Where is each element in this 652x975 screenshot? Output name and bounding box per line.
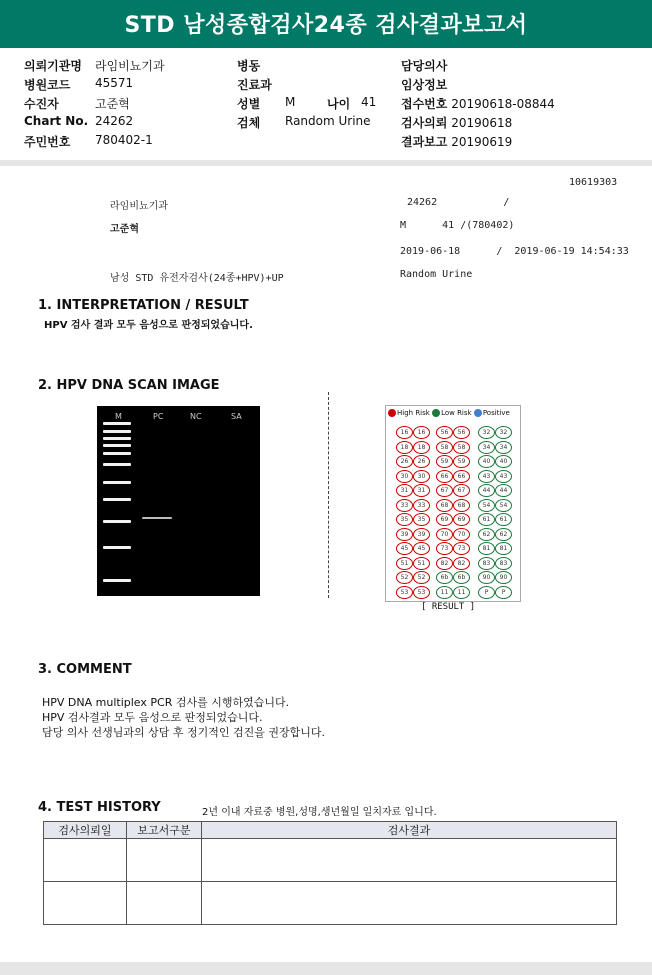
hpv-type-cell: P <box>478 586 495 599</box>
hpv-type-cell: 18 <box>396 441 413 454</box>
section-scan-image-title: 2. HPV DNA SCAN IMAGE <box>38 378 220 393</box>
hpv-type-cell: 56 <box>436 426 453 439</box>
lane-label-pc: PC <box>153 412 164 421</box>
ladder-band <box>103 437 131 440</box>
hpv-type-cell: 11 <box>453 586 470 599</box>
hpv-type-cell: 54 <box>495 499 512 512</box>
table-row <box>44 882 617 925</box>
image-divider <box>328 392 329 598</box>
hpv-type-cell: 73 <box>436 542 453 555</box>
hospital-label: 의뢰기관명 <box>24 59 82 73</box>
hpv-type-cell: 83 <box>478 557 495 570</box>
hpv-type-cell: 83 <box>495 557 512 570</box>
hpv-type-cell: 70 <box>436 528 453 541</box>
dept-label: 진료과 <box>237 78 272 92</box>
hpv-type-cell: 18 <box>413 441 430 454</box>
sex-value: M <box>285 95 296 109</box>
patient-value: 고준혁 <box>95 97 130 111</box>
hpv-type-cell: 11 <box>436 586 453 599</box>
chart-no-label: Chart No. <box>24 114 89 128</box>
doctor-label: 담당의사 <box>401 59 448 73</box>
chart-no-value: 24262 <box>95 114 134 128</box>
age-value: 41 <box>361 95 377 109</box>
ladder-band <box>103 463 131 466</box>
resident-no-label: 주민번호 <box>24 135 71 149</box>
hpv-type-cell: 81 <box>478 542 495 555</box>
ladder-band <box>103 520 131 523</box>
hpv-type-cell: 62 <box>495 528 512 541</box>
hpv-type-cell: 39 <box>413 528 430 541</box>
specimen-value: Random Urine <box>285 114 371 128</box>
hpv-type-cell: 30 <box>413 470 430 483</box>
report-title: STD 남성종합검사24종 검사결과보고서 <box>0 0 652 48</box>
hpv-type-cell: 44 <box>495 484 512 497</box>
hpv-type-cell: 31 <box>396 484 413 497</box>
detail-patient: 고준혁 <box>110 224 139 235</box>
comment-line: 담당 의사 선생님과의 상담 후 정기적인 검진을 권장합니다. <box>42 726 325 739</box>
hpv-type-cell: 53 <box>396 586 413 599</box>
hpv-type-cell: 53 <box>413 586 430 599</box>
hpv-type-cell: 67 <box>453 484 470 497</box>
ladder-band <box>103 422 131 425</box>
hpv-type-cell: 51 <box>413 557 430 570</box>
hpv-type-cell: 16 <box>413 426 430 439</box>
hpv-type-cell: 66 <box>436 470 453 483</box>
hospital-value: 라임비뇨기과 <box>95 59 165 73</box>
patient-label: 수진자 <box>24 97 59 111</box>
col-report-type: 보고서구분 <box>127 822 202 839</box>
hpv-type-cell: 61 <box>478 513 495 526</box>
header-col3 <box>401 57 555 152</box>
hpv-type-cell: 62 <box>478 528 495 541</box>
hpv-type-cell: 52 <box>396 571 413 584</box>
hpv-type-cell: 82 <box>436 557 453 570</box>
detail-dates: 2019-06-18 / 2019-06-19 14:54:33 <box>400 246 629 257</box>
header-col1-values <box>95 57 165 152</box>
report-date-value: 20190619 <box>451 135 513 149</box>
test-history-note: 2년 이내 자료중 병원,성명,생년월일 일치자료 입니다. <box>202 807 437 818</box>
hpv-type-cell: 69 <box>453 513 470 526</box>
hpv-type-cell: 40 <box>478 455 495 468</box>
resident-no-value: 780402-1 <box>95 133 153 147</box>
age-label: 나이 <box>327 97 351 111</box>
header-separator <box>0 160 652 166</box>
hpv-type-cell: 6b <box>453 571 470 584</box>
specimen-label: 검체 <box>237 116 261 130</box>
hpv-type-cell: 26 <box>396 455 413 468</box>
clinical-info-label: 임상정보 <box>401 78 448 92</box>
hpv-type-cell: 26 <box>413 455 430 468</box>
risk-legend <box>388 409 510 417</box>
hpv-type-cell: 56 <box>453 426 470 439</box>
lane-label-nc: NC <box>190 412 202 421</box>
result-caption: [ RESULT ] <box>421 602 476 612</box>
col-test-result: 검사결과 <box>202 822 617 839</box>
hpv-type-cell: 52 <box>413 571 430 584</box>
ladder-band <box>103 481 131 484</box>
hpv-type-cell: 35 <box>396 513 413 526</box>
hpv-type-cell: 32 <box>495 426 512 439</box>
detail-sex-age: M 41 /(780402) <box>400 220 515 231</box>
positive-dot <box>474 409 482 417</box>
ladder-band <box>103 546 131 549</box>
hpv-type-cell: 82 <box>453 557 470 570</box>
hpv-type-cell: 34 <box>478 441 495 454</box>
hpv-type-cell: 54 <box>478 499 495 512</box>
lane-label-m: M <box>115 412 122 421</box>
table-row <box>44 839 617 882</box>
hpv-type-cell: 66 <box>453 470 470 483</box>
request-date-value: 20190618 <box>451 116 513 130</box>
hpv-type-cell: 90 <box>478 571 495 584</box>
legend-high-risk: High Risk <box>397 409 430 417</box>
section-test-history-title: 4. TEST HISTORY <box>38 800 161 815</box>
low-risk-dot <box>432 409 440 417</box>
section-interpretation-title: 1. INTERPRETATION / RESULT <box>38 298 249 313</box>
comment-line: HPV 검사결과 모두 음성으로 판정되었습니다. <box>42 711 263 724</box>
hpv-type-cell: 35 <box>413 513 430 526</box>
hpv-type-cell: 67 <box>436 484 453 497</box>
hpv-type-cell: 40 <box>495 455 512 468</box>
hpv-type-cell: 73 <box>453 542 470 555</box>
receipt-no-value: 20190618-08844 <box>451 97 555 111</box>
hpv-type-cell: 61 <box>495 513 512 526</box>
hpv-type-cell: 30 <box>396 470 413 483</box>
detail-test-name: 남성 STD 유전자검사(24종+HPV)+UP <box>110 273 284 284</box>
hpv-type-cell: 58 <box>436 441 453 454</box>
gel-image <box>97 406 260 596</box>
sex-label: 성별 <box>237 97 261 111</box>
hpv-type-cell: 43 <box>495 470 512 483</box>
legend-low-risk: Low Risk <box>441 409 472 417</box>
hpv-type-cell: 45 <box>396 542 413 555</box>
ward-label: 병동 <box>237 59 261 73</box>
ladder-band <box>103 579 131 582</box>
detail-chart: 24262 / <box>407 197 510 208</box>
hpv-type-cell: 68 <box>436 499 453 512</box>
hpv-type-cell: 44 <box>478 484 495 497</box>
hpv-type-cell: 16 <box>396 426 413 439</box>
col-request-date: 검사의뢰일 <box>44 822 127 839</box>
ladder-band <box>103 452 131 455</box>
legend-positive: Positive <box>482 409 510 417</box>
hpv-type-cell: 68 <box>453 499 470 512</box>
test-history-table <box>43 821 617 925</box>
pc-band <box>142 517 172 519</box>
hpv-type-cell: 81 <box>495 542 512 555</box>
request-date-label: 검사의뢰 <box>401 116 448 130</box>
hpv-type-cell: 58 <box>453 441 470 454</box>
hpv-type-cell: 70 <box>453 528 470 541</box>
section-comment-title: 3. COMMENT <box>38 662 132 677</box>
hpv-type-cell: 39 <box>396 528 413 541</box>
hpv-result-panel <box>385 405 521 602</box>
hospital-code-label: 병원코드 <box>24 78 71 92</box>
hpv-type-cell: 45 <box>413 542 430 555</box>
hpv-type-cell: 34 <box>495 441 512 454</box>
interpretation-text: HPV 검사 결과 모두 음성으로 판정되었습니다. <box>44 320 253 331</box>
hpv-type-cell: 51 <box>396 557 413 570</box>
ladder-band <box>103 430 131 433</box>
lane-label-sa: SA <box>231 412 242 421</box>
hpv-type-cell: P <box>495 586 512 599</box>
hpv-type-cell: 59 <box>436 455 453 468</box>
ladder-band <box>103 444 131 447</box>
hpv-type-cell: 32 <box>478 426 495 439</box>
report-date-label: 결과보고 <box>401 135 448 149</box>
hpv-type-cell: 31 <box>413 484 430 497</box>
header-col1 <box>24 57 88 152</box>
footer-bar <box>0 962 652 975</box>
ladder-band <box>103 498 131 501</box>
hpv-type-cell: 33 <box>396 499 413 512</box>
header-col2 <box>237 57 387 133</box>
report-code: 10619303 <box>569 177 618 188</box>
hospital-code-value: 45571 <box>95 76 134 90</box>
detail-specimen: Random Urine <box>400 269 473 280</box>
hpv-type-cell: 90 <box>495 571 512 584</box>
hpv-type-cell: 43 <box>478 470 495 483</box>
hpv-type-cell: 59 <box>453 455 470 468</box>
hpv-type-cell: 69 <box>436 513 453 526</box>
hpv-type-cell: 33 <box>413 499 430 512</box>
receipt-no-label: 접수번호 <box>401 97 448 111</box>
comment-line: HPV DNA multiplex PCR 검사를 시행하였습니다. <box>42 696 290 709</box>
hpv-type-cell: 6b <box>436 571 453 584</box>
high-risk-dot <box>388 409 396 417</box>
detail-hospital: 라임비뇨기과 <box>110 201 168 212</box>
